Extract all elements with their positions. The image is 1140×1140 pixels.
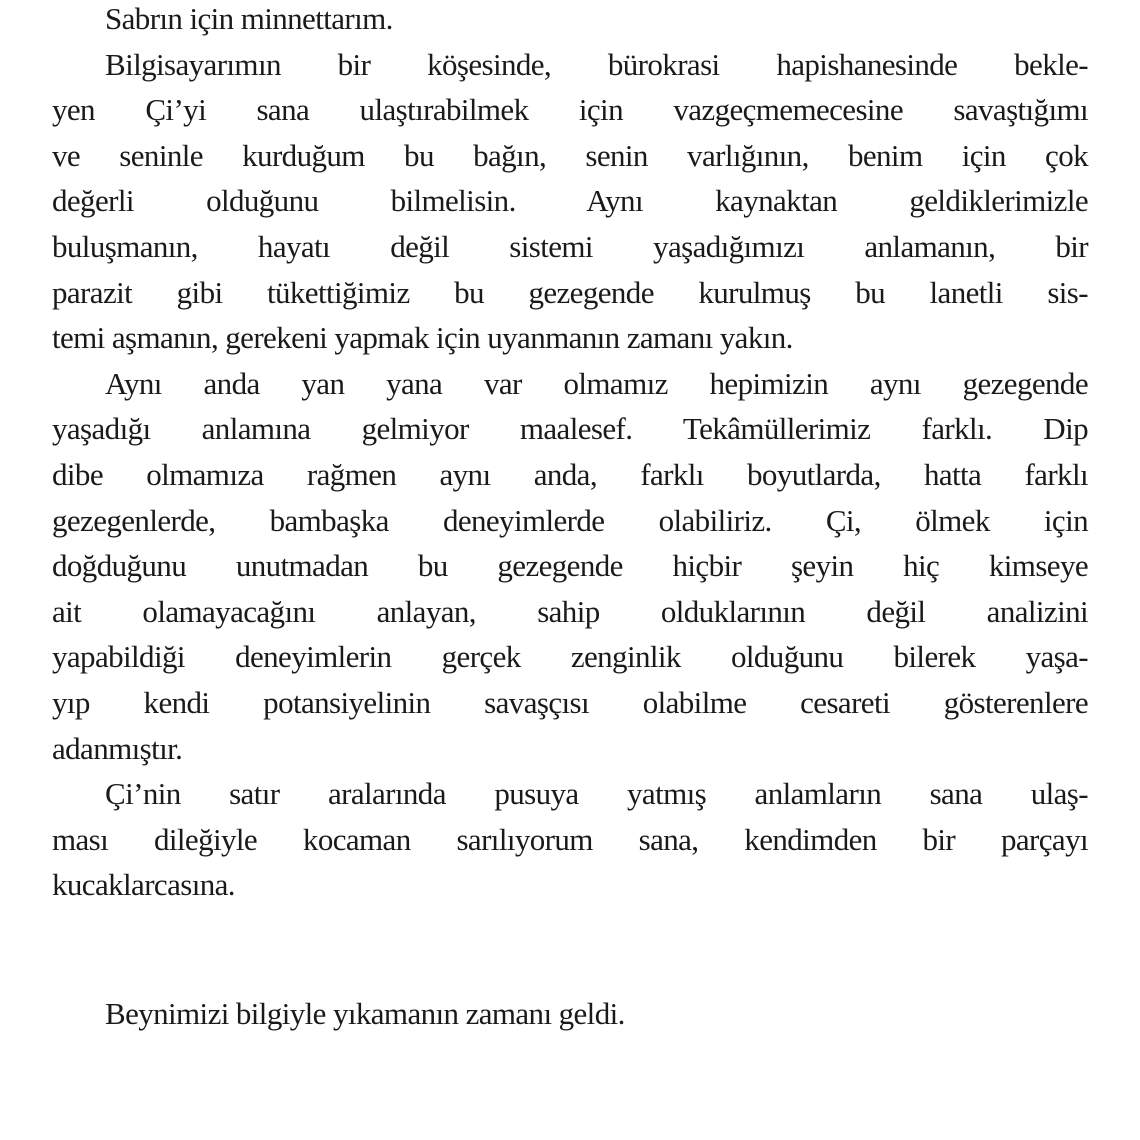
closing-paragraph bbox=[52, 991, 1088, 1037]
paragraph-computer bbox=[52, 42, 1088, 361]
text-line: gezegenlerde, bambaşka deneyimlerde olabiliriz. Çi, ölmek için bbox=[52, 502, 1088, 538]
paragraph-planet bbox=[52, 361, 1088, 771]
text-line: Aynı anda yan yana var olmamız hepimizin aynı gezegende bbox=[105, 365, 1088, 401]
text-line: adanmıştır. bbox=[52, 730, 183, 766]
text-line: Bilgisayarımın bir köşesinde, bürokrasi hapishanesinde bekle- bbox=[105, 46, 1088, 82]
section-gap bbox=[52, 908, 1088, 991]
text-line: doğduğunu unutmadan bu gezegende hiçbir şeyin hiç kimseye bbox=[52, 548, 1088, 584]
text-line: parazit gibi tükettiğimiz bu gezegende kurulmuş bu lanetli sis- bbox=[52, 274, 1088, 310]
text-line: temi aşmanın, gerekeni yapmak için uyanmanın zamanı yakın. bbox=[52, 320, 793, 356]
text-line: kucaklarcasına. bbox=[52, 867, 235, 903]
text-line: dibe olmamıza rağmen aynı anda, farklı boyutlarda, hatta farklı bbox=[52, 456, 1088, 492]
text-line: ve seninle kurduğum bu bağın, senin varlığının, benim için çok bbox=[52, 137, 1088, 173]
text-line: ait olamayacağını anlayan, sahip olduklarının değil analizini bbox=[52, 593, 1088, 629]
text-line: değerli olduğunu bilmelisin. Aynı kaynaktan geldiklerimizle bbox=[52, 183, 1088, 219]
text-line: Sabrın için minnettarım. bbox=[105, 1, 393, 36]
text-line: yıp kendi potansiyelinin savaşçısı olabilme cesareti gösterenlere bbox=[52, 684, 1088, 720]
closing-line: Beynimizi bilgiyle yıkamanın zamanı geldi. bbox=[105, 995, 625, 1031]
text-line: Çi’nin satır aralarında pusuya yatmış anlamların sana ulaş- bbox=[105, 776, 1088, 812]
text-line: yen Çi’yi sana ulaştırabilmek için vazgeçmemecesine savaştığımı bbox=[52, 92, 1088, 128]
text-line: yapabildiği deneyimlerin gerçek zenginlik olduğunu bilerek yaşa- bbox=[52, 639, 1088, 675]
text-line: yaşadığı anlamına gelmiyor maalesef. Tekâmüllerimiz farklı. Dip bbox=[52, 411, 1088, 447]
text-line: ması dileğiyle kocaman sarılıyorum sana, kendimden bir parçayı bbox=[52, 821, 1088, 857]
paragraph-embrace bbox=[52, 771, 1088, 908]
text-line: buluşmanın, hayatı değil sistemi yaşadığımızı anlamanın, bir bbox=[52, 228, 1088, 264]
paragraph-gratitude bbox=[52, 0, 1088, 42]
book-page bbox=[52, 0, 1088, 1036]
